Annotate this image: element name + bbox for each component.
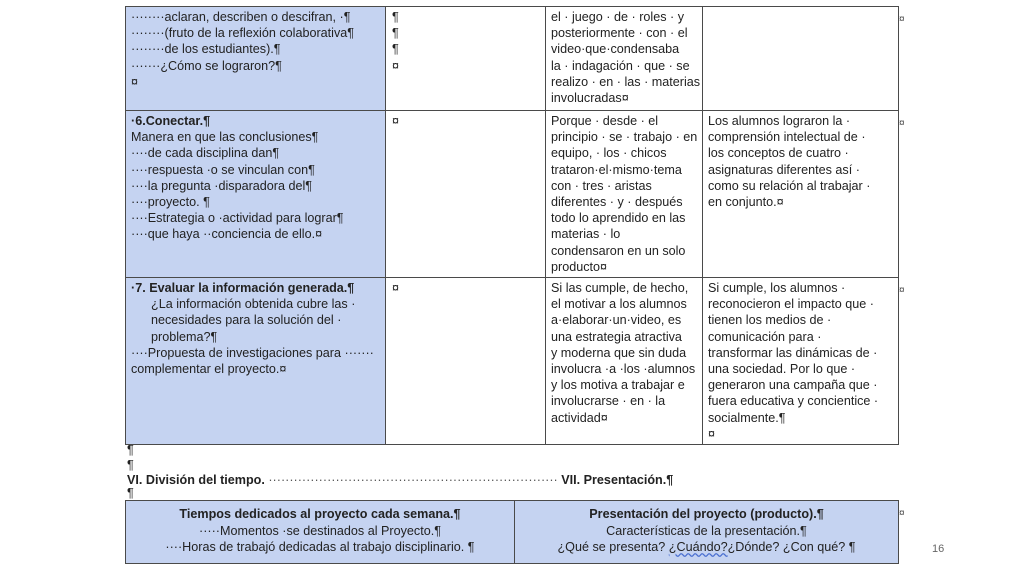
cell-line: ····de cada disciplina dan¶: [131, 146, 280, 161]
cell-line: ¶: [392, 10, 399, 24]
heading-division-tiempo: VI. División del tiempo.: [127, 473, 265, 487]
pilcrow-3: ¶: [127, 486, 134, 500]
cell-line: comunicación para ·: [708, 329, 822, 344]
cell-line: ····la pregunta ·disparadora del¶: [131, 178, 313, 193]
cell-line: todo lo aprendido en las: [551, 211, 686, 226]
presentation-line-1: Características de la presentación.¶: [606, 523, 807, 538]
cell-line: principio · se · trabajo · en: [551, 130, 698, 145]
cell-line: a·elaborar·un·video, es: [551, 313, 682, 328]
cell-line: ·······¿Cómo se lograron?¶: [131, 58, 282, 73]
question-what: ¿Qué se presenta?: [557, 540, 669, 554]
cell-line: ¶: [392, 26, 399, 41]
cell-line: Si las cumple, de hecho,: [551, 281, 689, 296]
row1-col1-lines: [131, 129, 380, 242]
row-end-mark-0: ¤: [899, 14, 905, 25]
cell-line: el motivar a los alumnos: [551, 297, 687, 312]
row0-col3: [546, 7, 703, 111]
bottom-table: [125, 500, 899, 564]
bottom-end-mark: ¤: [899, 508, 905, 519]
cell-line: posteriormente · con · el: [551, 26, 688, 41]
cell-line: producto¤: [551, 259, 608, 274]
cell-line: transformar las dinámicas de ·: [708, 345, 878, 360]
cell-line: condensaron en un solo: [551, 243, 686, 258]
row-end-mark-2: ¤: [899, 285, 905, 296]
cell-line: ····proyecto. ¶: [131, 195, 210, 210]
cell-line: trataron·el·mismo·tema: [551, 162, 682, 177]
cell-line: materias · lo: [551, 227, 621, 242]
cell-line: ········aclaran, describen o descifran, ·¶: [131, 10, 351, 24]
pilcrow-1: ¶: [127, 443, 134, 457]
row1-col1: [126, 111, 386, 278]
cell-line: como su relación al trabajar ·: [708, 178, 871, 193]
section-headings: [127, 472, 673, 488]
cell-line: generaron una campaña que ·: [708, 378, 878, 393]
cell-line: reconocieron el impacto que ·: [708, 297, 874, 312]
question-when: ¿Cuándo?: [668, 540, 728, 554]
cell-line: diferentes · y · después: [551, 195, 683, 210]
presentation-title: Presentación del proyecto (producto).¶: [589, 507, 824, 521]
row2-col2: [386, 278, 546, 445]
cell-line: ········(fruto de la reflexión colaborativa¶: [131, 26, 355, 41]
row0-col1: [126, 7, 386, 111]
row2-title: ·7. Evaluar la información generada.¶: [131, 281, 355, 296]
cell-line: realizo · en · las · materias: [551, 74, 701, 89]
row-end-mark-1: ¤: [899, 118, 905, 129]
row1-col4: [703, 111, 899, 278]
cell-line: equipo, · los · chicos: [551, 146, 667, 161]
question-where-with: ¿Dónde? ¿Con qué? ¶: [727, 540, 856, 554]
row0-col4: [703, 7, 899, 111]
cell-line: ¶: [392, 42, 399, 57]
cell-line: una estrategia atractiva: [551, 329, 682, 344]
cell-line: ····respuesta ·o se vinculan con¶: [131, 162, 315, 177]
cell-line: complementar el proyecto.¤: [131, 362, 287, 377]
page-number: 16: [932, 543, 945, 555]
cell-line: asignaturas diferentes así ·: [708, 162, 860, 177]
cell-line: en conjunto.¤: [708, 195, 784, 210]
row0-col2: [386, 7, 546, 111]
table-row-continuation: [126, 7, 899, 111]
cell-line: ········de los estudiantes).¶: [131, 42, 281, 57]
bottom-table-row: [126, 501, 899, 564]
cell-line: la · indagación · que · se: [551, 58, 690, 73]
project-table: [125, 6, 899, 445]
presentation-line-2: [519, 539, 894, 556]
cell-line: involucra ·a ·los ·alumnos: [551, 362, 696, 377]
row1-col3: [546, 111, 703, 278]
cell-line: Manera en que las conclusiones¶: [131, 130, 319, 145]
row2-col3: [546, 278, 703, 445]
row2-col1: [126, 278, 386, 445]
cell-line: tienen los medios de ·: [708, 313, 832, 328]
pilcrow-2: ¶: [127, 458, 134, 472]
cell-line: una sociedad. Por lo que ·: [708, 362, 856, 377]
cell-line: ¤: [131, 74, 139, 89]
cell-line: socialmente.¶: [708, 410, 786, 425]
row1-title: ·6.Conectar.¶: [131, 114, 211, 128]
time-line-1: ·····Momentos ·se destinados al Proyecto.¶: [199, 523, 441, 538]
cell-line: involucrarse · en · la: [551, 394, 666, 409]
cell-line: el · juego · de · roles · y: [551, 10, 684, 24]
cell-line: necesidades para la solución del ·: [151, 313, 342, 328]
row2-col1-lines: [131, 296, 380, 377]
cell-line: los conceptos de cuatro ·: [708, 146, 849, 161]
cell-line: involucradas¤: [551, 91, 629, 106]
time-line-2: ····Horas de trabajó dedicadas al trabajo disciplinario. ¶: [165, 540, 475, 554]
cell-line: ····que haya ··conciencia de ello.¤: [131, 227, 323, 242]
cell-line: ¤: [392, 114, 400, 128]
presentation-cell: [515, 501, 899, 564]
cell-line: Porque · desde · el: [551, 114, 659, 128]
cell-line: ····Propuesta de investigaciones para ·······: [131, 345, 374, 360]
cell-line: Los alumnos lograron la ·: [708, 114, 851, 128]
table-row-conectar: [126, 111, 899, 278]
row2-col4: [703, 278, 899, 445]
cell-line: ····Estrategia o ·actividad para lograr¶: [131, 211, 344, 226]
cell-line: ¿La información obtenida cubre las ·: [151, 297, 356, 312]
cell-line: y los motiva a trabajar e: [551, 378, 685, 393]
heading-dots: ·····································································: [268, 473, 558, 487]
row1-col2: [386, 111, 546, 278]
cell-line: video·que·condensaba: [551, 42, 680, 57]
cell-line: con · tres · aristas: [551, 178, 652, 193]
cell-line: ¤: [392, 281, 400, 296]
cell-line: ¤: [392, 58, 400, 73]
cell-line: y moderna que sin duda: [551, 345, 687, 360]
cell-line: actividad¤: [551, 410, 608, 425]
cell-line: comprensión intelectual de ·: [708, 130, 866, 145]
time-title: Tiempos dedicados al proyecto cada semana.¶: [179, 507, 461, 521]
cell-line: Si cumple, los alumnos ·: [708, 281, 846, 296]
heading-presentacion: VII. Presentación.¶: [561, 473, 674, 487]
table-row-evaluar: [126, 278, 899, 445]
time-cell: [126, 501, 515, 564]
cell-line: fuera educativa y concientice ·: [708, 394, 879, 409]
cell-line: problema?¶: [151, 329, 218, 344]
cell-line: ¤: [708, 426, 716, 441]
